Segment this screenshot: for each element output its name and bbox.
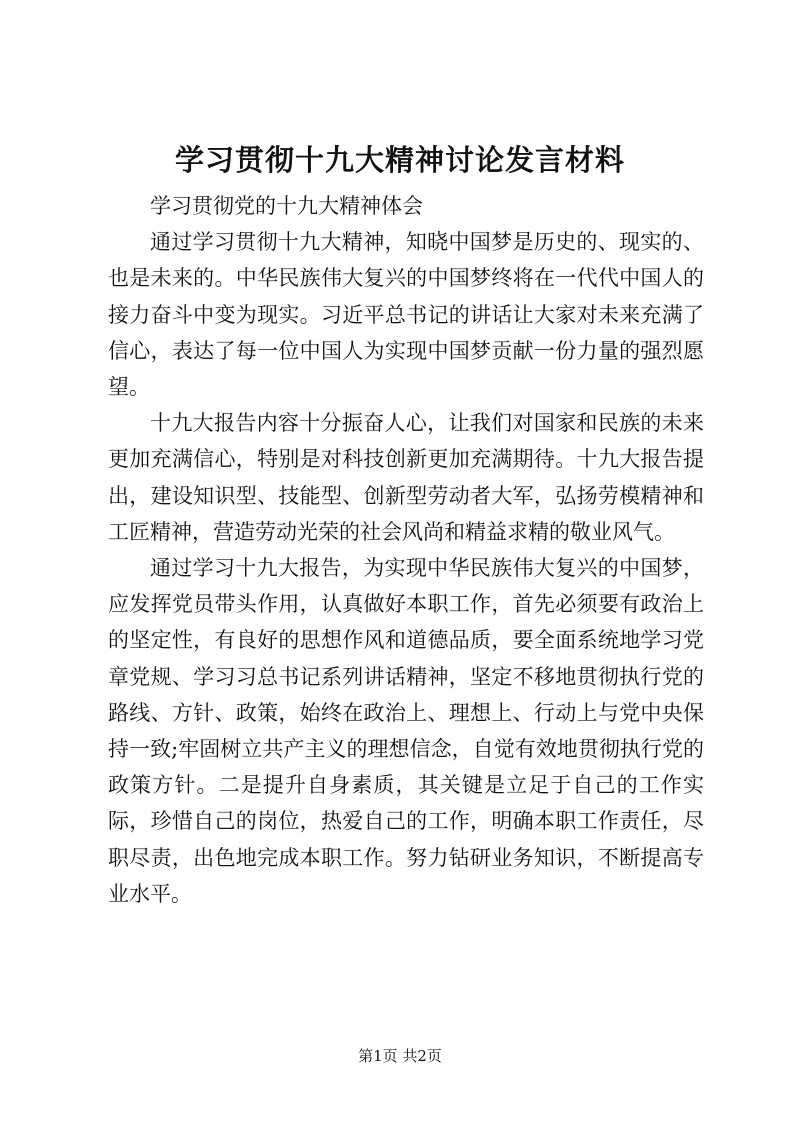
- paragraph-3: 通过学习十九大报告，为实现中华民族伟大复兴的中国梦，应发挥党员带头作用，认真做好本职工作，首先必须要有政治上的坚定性，有良好的思想作风和道德品质，要全面系统地学习党章党规、学习习总书记系列讲话精神，坚定不移地贯彻执行党的路线、方针、政策，始终在政治上、理想上、行动上与党中央保持一致;牢固树立共产主义的理想信念，自觉有效地贯彻执行党的政策方针。二是提升自身素质，其关键是立足于自己的工作实际，珍惜自己的岗位，热爱自己的工作，明确本职工作责任，尽职尽责，出色地完成本职工作。努力钻研业务知识，不断提高专业水平。: [108, 556, 704, 906]
- page-footer: 第1页 共2页: [358, 1047, 442, 1065]
- document-subtitle: 学习贯彻党的十九大精神体会: [150, 194, 423, 218]
- document-body: [108, 188, 704, 912]
- document-title: 学习贯彻十九大精神讨论发言材料: [174, 143, 625, 177]
- paragraph-1: 通过学习贯彻十九大精神，知晓中国梦是历史的、现实的、也是未来的。中华民族伟大复兴的中国梦终将在一代代中国人的接力奋斗中变为现实。习近平总书记的讲话让大家对未来充满了信心，表达了每一位中国人为实现中国梦贡献一份力量的强烈愿望。: [108, 230, 704, 400]
- paragraph-2: 十九大报告内容十分振奋人心，让我们对国家和民族的未来更加充满信心，特别是对科技创新更加充满期待。十九大报告提出，建设知识型、技能型、创新型劳动者大军，弘扬劳模精神和工匠精神，营造劳动光荣的社会风尚和精益求精的敬业风气。: [108, 411, 704, 544]
